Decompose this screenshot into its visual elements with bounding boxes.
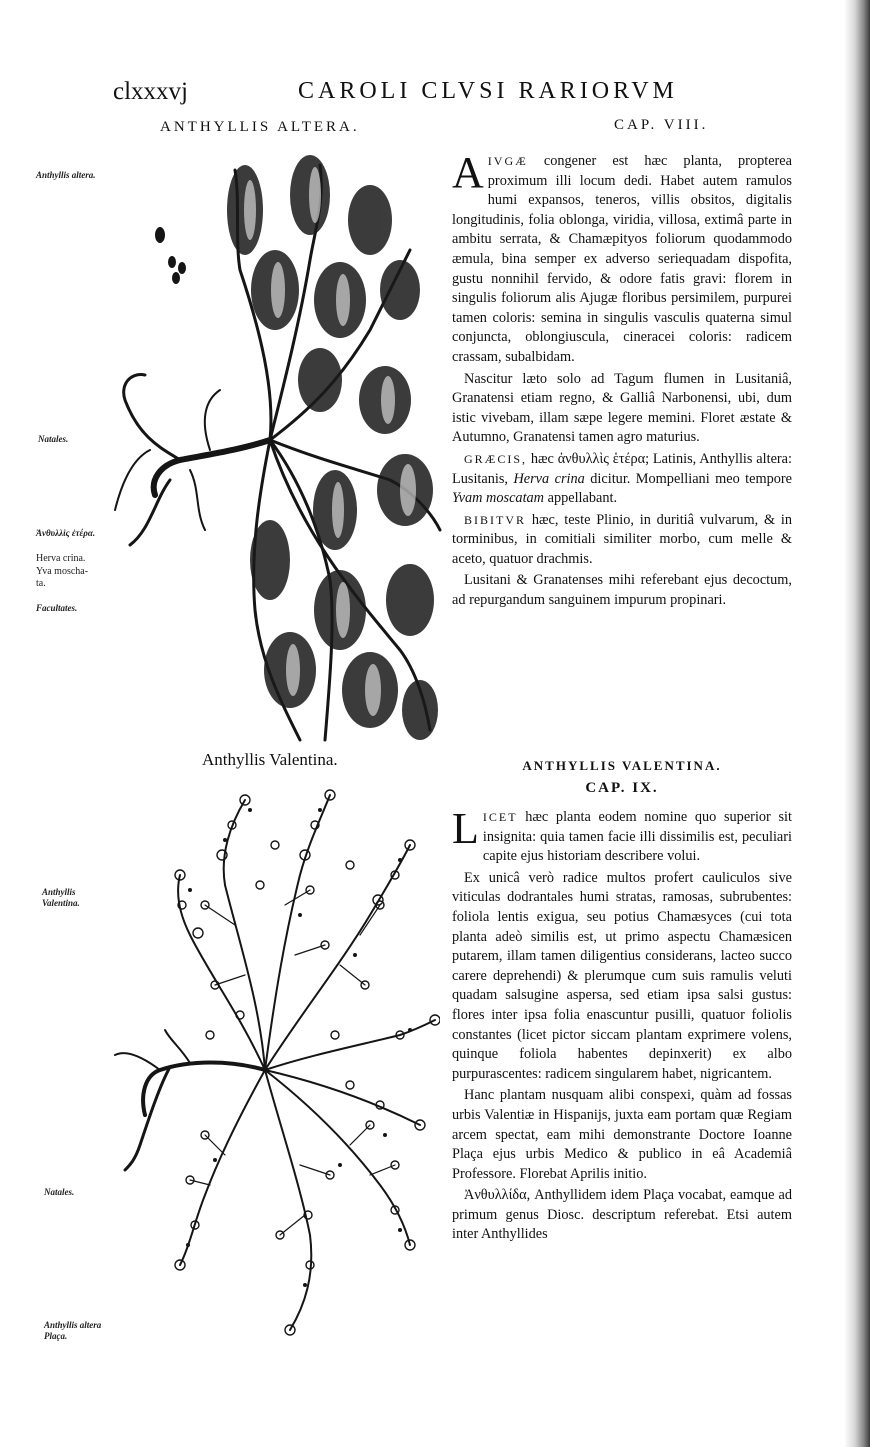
margin-note-yva-moschata: Yva moscha- xyxy=(36,566,89,577)
chapter-9-title: ANTHYLLIS VALENTINA. xyxy=(522,758,722,773)
chapter-9-number: CAP. IX. xyxy=(585,780,659,796)
running-head: CAROLI CLVSI RARIORVM xyxy=(298,78,678,104)
margin-note-anthyllis-altera-placa: Anthyllis altera Plaça. xyxy=(44,1320,102,1341)
chapter-9-paragraph-2: Ex unicâ verò radice multos profert cauliculos sive viticulas dodrantales humi stratas, ramosas, subrubentes: foliola lentis exigua, seu potius Chamæsyces (cui tota planta adeò similis est, ut primo aspectu Chamæsicen putarem, illam tamen diligentius considerans, lacteo succo carere deprehendi) & plerumque cum suis ramulis veluti quadam salsugine aspersa, sed etiam ipsa salsi gustus: flores inter ipsa folia enascuntur pusilli, quatuor foliolis constantes (licet pictor siccam plantam exprimere volens, quinque foliola habentes depinxerit) ex albo purpurascentes: radicem singularem habet, nigricantem. xyxy=(452,869,792,1082)
chapter-9-paragraph-4: Ἀνθυλλίδα, Anthyllidem idem Plaça vocabat, eamque ad primum genus Diosc. descriptum referebat. Etsi autem inter Anthyllides xyxy=(452,1187,792,1243)
left-subtitle: ANTHYLLIS ALTERA. xyxy=(160,119,360,135)
figure-caption: Anthyllis Valentina. xyxy=(202,750,338,769)
chapter-number: CAP. VIII. xyxy=(614,117,709,133)
chapter-8-paragraph-1 xyxy=(452,148,792,368)
margin-note-yva-moschata-cont: ta. xyxy=(36,578,46,589)
chapter-8-paragraph-3-a: hæc ἀνθυλλὶς ἑτέρα; Latinis, Anthyllis altera: Lusitanis, xyxy=(452,450,793,487)
chapter-8-yvam-moscatam: Yvam moscatam xyxy=(452,490,545,507)
margin-note-natales: Natales. xyxy=(38,434,69,444)
margin-note-facultates: Facultates. xyxy=(36,603,78,613)
chapter-9-paragraph-3: Hanc plantam nusquam alibi conspexi, quàm ad fossas urbis Valentiæ in Hispanijs, juxta eam portam quæ Regiam arcem spectat, eam mihi demonstrante Doctore Ioanne Plaça ejus urbis Medico & publico in eâ Academiâ Professore. Florebat Aprilis initio. xyxy=(452,1087,792,1182)
anthyllis-valentina-woodcut xyxy=(110,785,440,1345)
margin-note-anthyllis-altera: Anthyllis altera. xyxy=(36,170,96,180)
chapter-8-bibitur: BIBITVR xyxy=(464,512,526,527)
chapter-8-herva-crina: Herva crina xyxy=(513,470,585,487)
anthyllis-altera-woodcut xyxy=(110,150,450,750)
chapter-9-dropcap: L xyxy=(452,804,479,853)
chapter-9-paragraph-1 xyxy=(452,804,792,867)
chapter-8-paragraph-3 xyxy=(452,450,792,509)
chapter-8-paragraph-3-c: appellabant. xyxy=(547,490,618,507)
chapter-8-paragraph-4-body: hæc, teste Plinio, in duritiâ vulvarum, & in torminibus, in comitiali similiter morbo, cum melle & aceto, quatuor drachmis. xyxy=(452,511,792,567)
chapter-8-paragraph-1-body: congener est hæc planta, propterea proximum illi locum dedi. Habet autem ramulos humi expansos, teneros, villis obsitos, digitalis longitudinis, folia oblonga, viridia, villosa, extimâ parte in ambitu serrata, & Chamæpityos foliorum quodammodo æmula, bina semper ex adverso seriequadam dispofita, gustu nonnihil fervido, & odore fatis gravi: florem in singulis foliorum alis Ajugæ floribus persimilem, purpurei tamen coloris: semina in singulis vasculis quaterna simul conjuncta, oblongiuscula, cineracei coloris: radicem crassam, subalbidam. xyxy=(452,153,792,365)
chapter-8-paragraph-3-b: dicitur. Mompelliani meo tempore xyxy=(590,470,793,487)
page-edge-shadow xyxy=(844,0,870,1447)
margin-note-herva-crina: Herva crina. xyxy=(36,553,86,564)
folio-number: clxxxvj xyxy=(113,78,188,105)
page-header xyxy=(113,78,753,114)
chapter-8-graecis: GRÆCIS, xyxy=(464,451,528,466)
chapter-8-paragraph-2: Nascitur læto solo ad Tagum flumen in Lusitaniâ, Granatensi etiam regno, & Galliâ Narbonensi, ubi, dum istic vivebam, illam sæpe legere memini. Floret æstate & Autumno, Granatensi tamen agro maturius. xyxy=(452,370,792,446)
margin-note-greek-name: Ἀνθυλλὶς ἑτέρα. xyxy=(36,528,96,538)
chapter-8-text xyxy=(452,148,793,613)
margin-note-anthyllis-valentina: Anthyllis Valentina. xyxy=(42,887,80,908)
chapter-9-lead-word: ICET xyxy=(482,810,518,824)
chapter-9-paragraph-1-body: hæc planta eodem nomine quo superior sit insignita: quia tamen facie illi dissimilis est, peculiari capite ejus historiam describere volui. xyxy=(482,809,792,865)
chapter-8-lead-word: IVGÆ xyxy=(487,154,528,168)
chapter-8-dropcap: A xyxy=(452,148,484,197)
margin-note-natales-2: Natales. xyxy=(44,1187,75,1197)
chapter-8-paragraph-4 xyxy=(452,511,792,570)
chapter-9-text xyxy=(452,804,792,1247)
chapter-8-paragraph-5: Lusitani & Granatenses mihi referebant ejus decoctum, ad repurgandum sanguinem impurum propinari. xyxy=(452,572,792,609)
